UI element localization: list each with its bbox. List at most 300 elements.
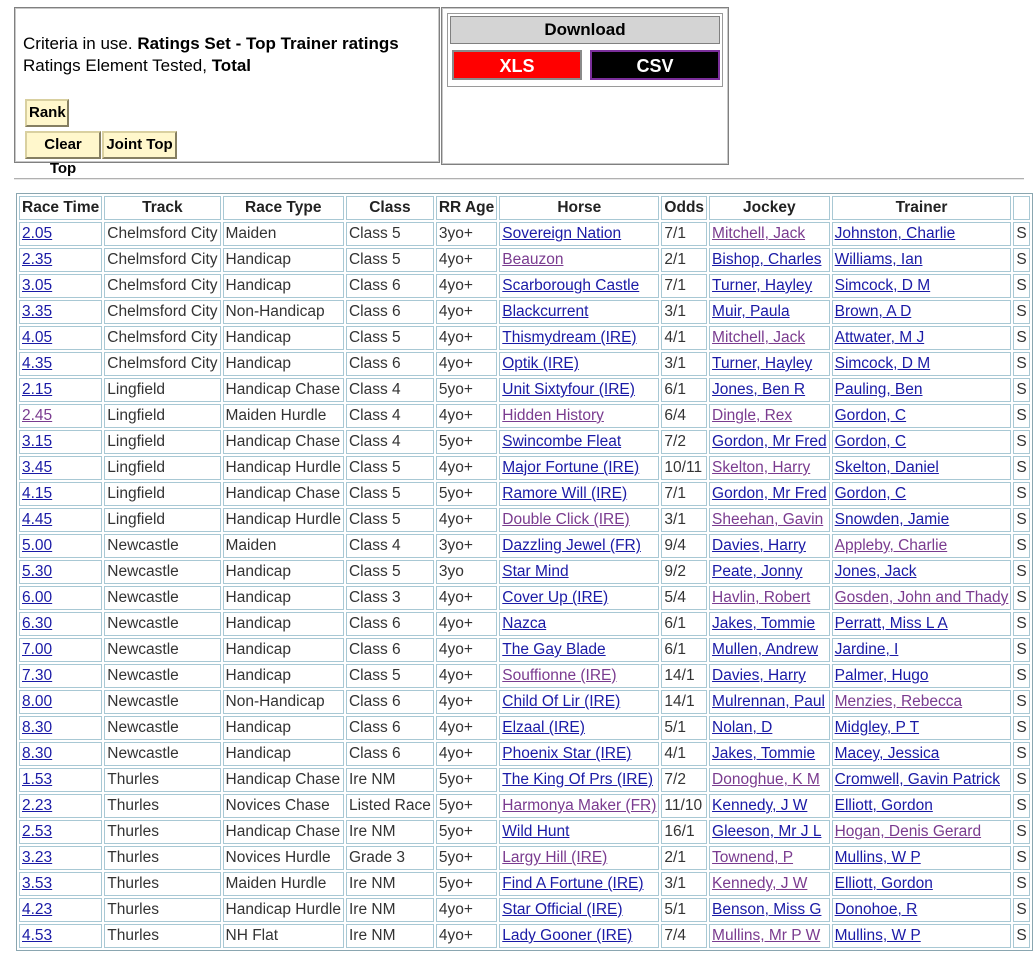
race-time-link[interactable]: 3.23: [22, 849, 53, 866]
jockey-cell: [709, 872, 830, 896]
rr-age-cell: 4yo+: [436, 300, 497, 324]
jockey-cell: [709, 794, 830, 818]
class-cell: Ire NM: [346, 820, 434, 844]
jockey-link[interactable]: Havlin, Robert: [712, 589, 811, 606]
col-class[interactable]: Class: [346, 196, 434, 220]
horse-cell: [499, 326, 659, 350]
extra-cell: S: [1013, 482, 1029, 506]
col-rr-age[interactable]: RR Age: [436, 196, 497, 220]
horse-link[interactable]: Blackcurrent: [502, 303, 589, 320]
trainer-cell: [832, 560, 1012, 584]
jockey-link[interactable]: Kennedy, J W: [712, 875, 808, 892]
trainer-cell: [832, 326, 1012, 350]
class-cell: Class 6: [346, 638, 434, 662]
jockey-link[interactable]: Bishop, Charles: [712, 251, 822, 268]
odds-cell: 14/1: [661, 664, 707, 688]
horse-cell: [499, 248, 659, 272]
track-cell: Chelmsford City: [104, 248, 220, 272]
jockey-cell: [709, 300, 830, 324]
odds-cell: 3/1: [661, 352, 707, 376]
class-cell: Class 5: [346, 456, 434, 480]
race-type-cell: Handicap: [223, 248, 344, 272]
race-time-link[interactable]: 1.53: [22, 771, 53, 788]
jockey-link[interactable]: Mullins, Mr P W: [712, 927, 821, 944]
horse-link[interactable]: Elzaal (IRE): [502, 719, 585, 736]
horse-link[interactable]: Nazca: [502, 615, 547, 632]
race-type-cell: Handicap: [223, 638, 344, 662]
horse-cell: [499, 638, 659, 662]
jockey-cell: [709, 768, 830, 792]
trainer-link[interactable]: Gordon, C: [834, 485, 907, 502]
jockey-link[interactable]: Jakes, Tommie: [712, 745, 816, 762]
race-time-link[interactable]: 5.00: [22, 537, 53, 554]
track-cell: Thurles: [104, 872, 220, 896]
race-type-cell: Handicap Hurdle: [223, 456, 344, 480]
race-type-cell: Handicap Hurdle: [223, 898, 344, 922]
race-type-cell: Handicap: [223, 274, 344, 298]
trainer-link[interactable]: Pauling, Ben: [834, 381, 923, 398]
horse-link[interactable]: Dazzling Jewel (FR): [502, 537, 641, 554]
rank-button[interactable]: Rank: [25, 99, 69, 127]
jockey-cell: [709, 820, 830, 844]
extra-cell: S: [1013, 274, 1029, 298]
race-time-link[interactable]: 3.35: [22, 303, 53, 320]
horse-link[interactable]: Star Official (IRE): [502, 901, 623, 918]
clear-top-button[interactable]: Clear Top: [25, 131, 101, 159]
odds-cell: 7/1: [661, 274, 707, 298]
race-type-cell: Handicap: [223, 586, 344, 610]
col-race-time[interactable]: Race Time: [19, 196, 102, 220]
rr-age-cell: 4yo+: [436, 508, 497, 532]
table-row: [19, 482, 1030, 506]
odds-cell: 4/1: [661, 742, 707, 766]
race-time-link[interactable]: 4.53: [22, 927, 53, 944]
class-cell: Class 3: [346, 586, 434, 610]
trainer-link[interactable]: Mullins, W P: [834, 927, 921, 944]
csv-download-button[interactable]: CSV: [590, 50, 720, 80]
race-time-link[interactable]: 4.45: [22, 511, 53, 528]
table-row: [19, 352, 1030, 376]
horse-link[interactable]: Phoenix Star (IRE): [502, 745, 632, 762]
jockey-cell: [709, 924, 830, 948]
table-row: [19, 846, 1030, 870]
table-row: [19, 664, 1030, 688]
horse-link[interactable]: Double Click (IRE): [502, 511, 630, 528]
trainer-link[interactable]: Brown, A D: [834, 303, 912, 320]
trainer-link[interactable]: Gordon, C: [834, 433, 907, 450]
race-type-cell: Non-Handicap: [223, 300, 344, 324]
jockey-link[interactable]: Mullen, Andrew: [712, 641, 819, 658]
odds-cell: 16/1: [661, 820, 707, 844]
race-time-link[interactable]: 6.00: [22, 589, 53, 606]
jockey-cell: [709, 352, 830, 376]
trainer-link[interactable]: Donohoe, R: [834, 901, 918, 918]
race-time-link[interactable]: 3.05: [22, 277, 53, 294]
jockey-cell: [709, 690, 830, 714]
results-table: [16, 193, 1033, 951]
horse-cell: [499, 352, 659, 376]
table-row: [19, 456, 1030, 480]
jockey-link[interactable]: Davies, Harry: [712, 667, 806, 684]
trainer-link[interactable]: Perratt, Miss L A: [834, 615, 948, 632]
jockey-link[interactable]: Sheehan, Gavin: [712, 511, 824, 528]
extra-cell: S: [1013, 248, 1029, 272]
trainer-cell: [832, 222, 1012, 246]
extra-cell: S: [1013, 638, 1029, 662]
trainer-cell: [832, 820, 1012, 844]
horse-cell: [499, 534, 659, 558]
criteria-value: Ratings Set - Top Trainer ratings: [137, 34, 399, 53]
trainer-link[interactable]: Macey, Jessica: [834, 745, 940, 762]
horse-link[interactable]: Star Mind: [502, 563, 569, 580]
horse-link[interactable]: Optik (IRE): [502, 355, 579, 372]
trainer-link[interactable]: Gordon, C: [834, 407, 907, 424]
trainer-link[interactable]: Jones, Jack: [834, 563, 917, 580]
horse-cell: [499, 508, 659, 532]
trainer-link[interactable]: Hogan, Denis Gerard: [834, 823, 982, 840]
horse-cell: [499, 274, 659, 298]
class-cell: Class 6: [346, 352, 434, 376]
race-time-link[interactable]: 2.45: [22, 407, 53, 424]
jockey-link[interactable]: Dingle, Rex: [712, 407, 793, 424]
extra-cell: S: [1013, 846, 1029, 870]
joint-top-button[interactable]: Joint Top: [102, 131, 177, 159]
col-race-type[interactable]: Race Type: [223, 196, 344, 220]
race-type-cell: Handicap: [223, 742, 344, 766]
horse-link[interactable]: Scarborough Castle: [502, 277, 640, 294]
race-type-cell: Handicap: [223, 326, 344, 350]
table-row: [19, 768, 1030, 792]
race-time-link[interactable]: 8.00: [22, 693, 53, 710]
race-time-link[interactable]: 3.53: [22, 875, 53, 892]
rr-age-cell: 4yo+: [436, 612, 497, 636]
extra-cell: S: [1013, 872, 1029, 896]
horse-link[interactable]: Cover Up (IRE): [502, 589, 609, 606]
table-row: [19, 586, 1030, 610]
race-time-link[interactable]: 4.15: [22, 485, 53, 502]
trainer-link[interactable]: Palmer, Hugo: [834, 667, 929, 684]
rr-age-cell: 4yo+: [436, 690, 497, 714]
horse-link[interactable]: Thismydream (IRE): [502, 329, 637, 346]
jockey-link[interactable]: Mulrennan, Paul: [712, 693, 825, 710]
extra-cell: S: [1013, 300, 1029, 324]
rr-age-cell: 4yo+: [436, 586, 497, 610]
odds-cell: 10/11: [661, 456, 707, 480]
trainer-link[interactable]: Menzies, Rebecca: [834, 693, 963, 710]
horse-cell: [499, 820, 659, 844]
jockey-link[interactable]: Nolan, D: [712, 719, 773, 736]
class-cell: Class 6: [346, 274, 434, 298]
jockey-link[interactable]: Muir, Paula: [712, 303, 790, 320]
race-time-link[interactable]: 2.35: [22, 251, 53, 268]
horse-link[interactable]: Sovereign Nation: [502, 225, 622, 242]
race-time-link[interactable]: 3.45: [22, 459, 53, 476]
jockey-link[interactable]: Mitchell, Jack: [712, 329, 806, 346]
trainer-link[interactable]: Jardine, I: [834, 641, 899, 658]
trainer-cell: [832, 716, 1012, 740]
trainer-cell: [832, 898, 1012, 922]
odds-cell: 7/4: [661, 924, 707, 948]
table-row: [19, 534, 1030, 558]
race-type-cell: Maiden: [223, 222, 344, 246]
class-cell: Class 5: [346, 222, 434, 246]
col-extra[interactable]: [1013, 196, 1029, 220]
race-time-link[interactable]: 4.23: [22, 901, 53, 918]
trainer-link[interactable]: Appleby, Charlie: [834, 537, 948, 554]
criteria-label: Criteria in use.: [23, 34, 138, 53]
trainer-cell: [832, 274, 1012, 298]
rr-age-cell: 5yo+: [436, 768, 497, 792]
race-time-link[interactable]: 8.30: [22, 745, 53, 762]
horse-link[interactable]: The Gay Blade: [502, 641, 606, 658]
race-type-cell: Handicap: [223, 612, 344, 636]
horse-link[interactable]: Swincombe Fleat: [502, 433, 622, 450]
trainer-cell: [832, 690, 1012, 714]
jockey-link[interactable]: Donoghue, K M: [712, 771, 820, 788]
jockey-link[interactable]: Townend, P: [712, 849, 794, 866]
odds-cell: 7/1: [661, 482, 707, 506]
race-time-cell: [19, 326, 102, 350]
jockey-link[interactable]: Davies, Harry: [712, 537, 806, 554]
jockey-link[interactable]: Kennedy, J W: [712, 797, 808, 814]
trainer-link[interactable]: Gosden, John and Thady: [834, 589, 1009, 606]
odds-cell: 6/1: [661, 612, 707, 636]
rr-age-cell: 4yo+: [436, 924, 497, 948]
horse-link[interactable]: Hidden History: [502, 407, 604, 424]
rr-age-cell: 4yo+: [436, 742, 497, 766]
horse-cell: [499, 482, 659, 506]
trainer-link[interactable]: Simcock, D M: [834, 355, 931, 372]
race-time-link[interactable]: 4.35: [22, 355, 53, 372]
race-time-link[interactable]: 6.30: [22, 615, 53, 632]
race-type-cell: Handicap Hurdle: [223, 508, 344, 532]
odds-cell: 5/1: [661, 716, 707, 740]
horse-link[interactable]: Souffionne (IRE): [502, 667, 617, 684]
horse-cell: [499, 404, 659, 428]
race-time-cell: [19, 794, 102, 818]
race-time-cell: [19, 690, 102, 714]
odds-cell: 3/1: [661, 300, 707, 324]
horse-link[interactable]: Ramore Will (IRE): [502, 485, 628, 502]
horse-link[interactable]: Lady Gooner (IRE): [502, 927, 633, 944]
table-row: [19, 638, 1030, 662]
jockey-link[interactable]: Gleeson, Mr J L: [712, 823, 822, 840]
track-cell: Lingfield: [104, 404, 220, 428]
horse-cell: [499, 898, 659, 922]
rr-age-cell: 5yo+: [436, 846, 497, 870]
col-trainer[interactable]: Trainer: [832, 196, 1012, 220]
odds-cell: 5/1: [661, 898, 707, 922]
class-cell: Class 5: [346, 664, 434, 688]
table-row: [19, 690, 1030, 714]
jockey-link[interactable]: Jakes, Tommie: [712, 615, 816, 632]
race-time-link[interactable]: 2.15: [22, 381, 53, 398]
track-cell: Newcastle: [104, 690, 220, 714]
race-time-cell: [19, 846, 102, 870]
xls-download-button[interactable]: XLS: [452, 50, 582, 80]
trainer-link[interactable]: Attwater, M J: [834, 329, 925, 346]
horse-cell: [499, 560, 659, 584]
extra-cell: S: [1013, 898, 1029, 922]
race-time-link[interactable]: 3.15: [22, 433, 53, 450]
race-time-link[interactable]: 8.30: [22, 719, 53, 736]
horse-cell: [499, 794, 659, 818]
trainer-cell: [832, 456, 1012, 480]
track-cell: Thurles: [104, 846, 220, 870]
race-time-link[interactable]: 2.53: [22, 823, 53, 840]
horse-cell: [499, 664, 659, 688]
class-cell: Class 5: [346, 560, 434, 584]
horse-link[interactable]: Wild Hunt: [502, 823, 570, 840]
race-time-cell: [19, 768, 102, 792]
trainer-cell: [832, 612, 1012, 636]
jockey-link[interactable]: Jones, Ben R: [712, 381, 806, 398]
col-jockey[interactable]: Jockey: [709, 196, 830, 220]
class-cell: Class 6: [346, 690, 434, 714]
rr-age-cell: 5yo+: [436, 794, 497, 818]
class-cell: Class 5: [346, 508, 434, 532]
horse-cell: [499, 456, 659, 480]
race-type-cell: Handicap Chase: [223, 482, 344, 506]
jockey-link[interactable]: Mitchell, Jack: [712, 225, 806, 242]
horse-link[interactable]: Major Fortune (IRE): [502, 459, 640, 476]
jockey-link[interactable]: Turner, Hayley: [712, 277, 813, 294]
odds-cell: 7/2: [661, 768, 707, 792]
race-time-cell: [19, 664, 102, 688]
extra-cell: S: [1013, 404, 1029, 428]
race-time-link[interactable]: 5.30: [22, 563, 53, 580]
race-time-link[interactable]: 7.30: [22, 667, 53, 684]
jockey-cell: [709, 664, 830, 688]
rr-age-cell: 4yo+: [436, 248, 497, 272]
track-cell: Thurles: [104, 794, 220, 818]
race-type-cell: Handicap Chase: [223, 430, 344, 454]
horse-link[interactable]: Find A Fortune (IRE): [502, 875, 644, 892]
horse-cell: [499, 768, 659, 792]
jockey-cell: [709, 222, 830, 246]
track-cell: Newcastle: [104, 534, 220, 558]
trainer-link[interactable]: Elliott, Gordon: [834, 875, 933, 892]
race-time-cell: [19, 222, 102, 246]
trainer-link[interactable]: Midgley, P T: [834, 719, 920, 736]
trainer-link[interactable]: Skelton, Daniel: [834, 459, 939, 476]
race-time-cell: [19, 560, 102, 584]
rr-age-cell: 4yo+: [436, 638, 497, 662]
class-cell: Class 6: [346, 612, 434, 636]
col-track[interactable]: Track: [104, 196, 220, 220]
rr-age-cell: 4yo+: [436, 664, 497, 688]
jockey-cell: [709, 274, 830, 298]
track-cell: Chelmsford City: [104, 274, 220, 298]
class-cell: Class 4: [346, 430, 434, 454]
jockey-link[interactable]: Benson, Miss G: [712, 901, 822, 918]
class-cell: Class 4: [346, 404, 434, 428]
race-time-link[interactable]: 7.00: [22, 641, 53, 658]
trainer-link[interactable]: Elliott, Gordon: [834, 797, 933, 814]
jockey-cell: [709, 378, 830, 402]
jockey-link[interactable]: Gordon, Mr Fred: [712, 485, 827, 502]
download-title: Download: [450, 16, 720, 44]
track-cell: Thurles: [104, 768, 220, 792]
track-cell: Lingfield: [104, 482, 220, 506]
race-time-cell: [19, 716, 102, 740]
track-cell: Newcastle: [104, 716, 220, 740]
ratings-element-value: Total: [211, 56, 252, 75]
race-time-cell: [19, 508, 102, 532]
col-horse[interactable]: Horse: [499, 196, 659, 220]
jockey-cell: [709, 482, 830, 506]
odds-cell: 14/1: [661, 690, 707, 714]
trainer-cell: [832, 508, 1012, 532]
horse-link[interactable]: Unit Sixtyfour (IRE): [502, 381, 635, 398]
class-cell: Ire NM: [346, 924, 434, 948]
race-time-link[interactable]: 2.05: [22, 225, 53, 242]
track-cell: Newcastle: [104, 638, 220, 662]
odds-cell: 6/1: [661, 638, 707, 662]
track-cell: Newcastle: [104, 560, 220, 584]
odds-cell: 3/1: [661, 872, 707, 896]
race-time-cell: [19, 300, 102, 324]
trainer-link[interactable]: Mullins, W P: [834, 849, 921, 866]
class-cell: Class 5: [346, 326, 434, 350]
race-time-cell: [19, 898, 102, 922]
horse-link[interactable]: Harmonya Maker (FR): [502, 797, 657, 814]
jockey-link[interactable]: Gordon, Mr Fred: [712, 433, 827, 450]
trainer-link[interactable]: Snowden, Jamie: [834, 511, 950, 528]
col-odds[interactable]: Odds: [661, 196, 707, 220]
jockey-cell: [709, 248, 830, 272]
race-time-cell: [19, 248, 102, 272]
race-time-link[interactable]: 2.23: [22, 797, 53, 814]
jockey-link[interactable]: Turner, Hayley: [712, 355, 813, 372]
table-row: [19, 794, 1030, 818]
class-cell: Class 6: [346, 716, 434, 740]
extra-cell: S: [1013, 612, 1029, 636]
rr-age-cell: 4yo+: [436, 456, 497, 480]
jockey-cell: [709, 716, 830, 740]
horse-link[interactable]: The King Of Prs (IRE): [502, 771, 653, 788]
table-row: [19, 560, 1030, 584]
jockey-link[interactable]: Skelton, Harry: [712, 459, 811, 476]
track-cell: Thurles: [104, 898, 220, 922]
extra-cell: S: [1013, 924, 1029, 948]
jockey-cell: [709, 898, 830, 922]
jockey-link[interactable]: Peate, Jonny: [712, 563, 803, 580]
race-type-cell: Handicap: [223, 664, 344, 688]
race-time-cell: [19, 820, 102, 844]
horse-link[interactable]: Child Of Lir (IRE): [502, 693, 621, 710]
track-cell: Lingfield: [104, 378, 220, 402]
horse-link[interactable]: Largy Hill (IRE): [502, 849, 608, 866]
class-cell: Grade 3: [346, 846, 434, 870]
trainer-link[interactable]: Williams, Ian: [834, 251, 923, 268]
ratings-element-label: Ratings Element Tested,: [23, 56, 212, 75]
trainer-link[interactable]: Simcock, D M: [834, 277, 931, 294]
horse-link[interactable]: Beauzon: [502, 251, 564, 268]
track-cell: Lingfield: [104, 456, 220, 480]
odds-cell: 6/4: [661, 404, 707, 428]
odds-cell: 5/4: [661, 586, 707, 610]
trainer-link[interactable]: Johnston, Charlie: [834, 225, 956, 242]
table-row: [19, 274, 1030, 298]
table-row: [19, 612, 1030, 636]
race-time-cell: [19, 534, 102, 558]
race-time-cell: [19, 430, 102, 454]
race-time-link[interactable]: 4.05: [22, 329, 53, 346]
trainer-link[interactable]: Cromwell, Gavin Patrick: [834, 771, 1000, 788]
criteria-panel: [14, 7, 440, 177]
class-cell: Class 4: [346, 378, 434, 402]
